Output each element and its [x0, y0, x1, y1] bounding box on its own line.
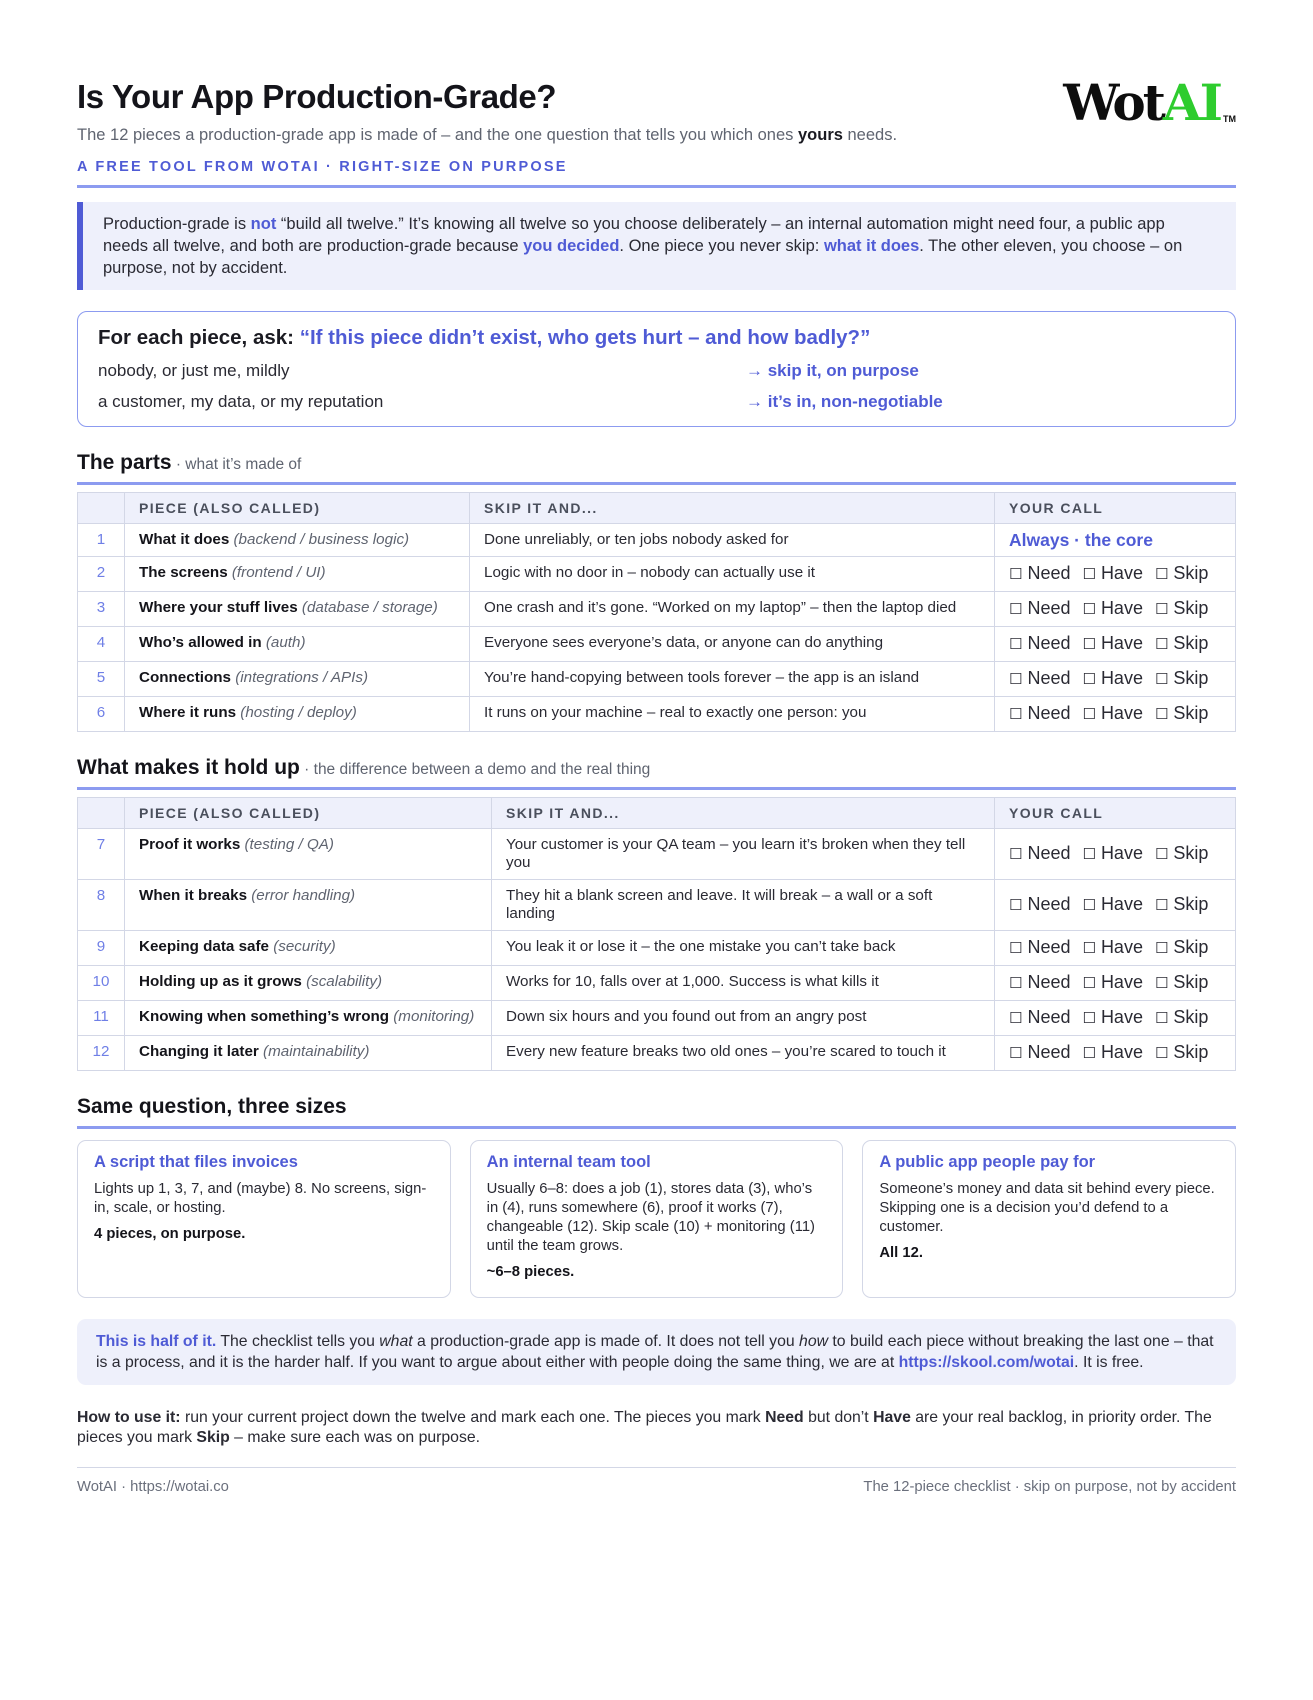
piece-alias: (backend / business logic)	[229, 531, 410, 548]
header-num	[78, 493, 125, 524]
question-verdict: → skip it, on purpose	[746, 361, 919, 380]
piece-cell	[125, 966, 492, 1001]
need-checkbox[interactable]	[1009, 1007, 1070, 1027]
need-checkbox[interactable]	[1009, 1042, 1070, 1062]
always-core-label: Always · the core	[1009, 530, 1153, 550]
table-header-row	[78, 493, 1236, 524]
need-checkbox[interactable]	[1009, 937, 1070, 957]
parts-title: The parts	[77, 451, 172, 474]
hold-divider	[77, 787, 1236, 790]
piece-alias: (hosting / deploy)	[236, 704, 357, 721]
hold-table	[77, 797, 1236, 1071]
piece-name: The screens	[139, 564, 228, 581]
howto-skip: Skip	[196, 1428, 230, 1446]
need-checkbox[interactable]	[1009, 703, 1070, 723]
half-how: how	[799, 1333, 829, 1350]
have-checkbox[interactable]	[1082, 1042, 1142, 1062]
piece-name: What it does	[139, 531, 230, 548]
have-label: Have	[1100, 1007, 1143, 1027]
have-label: Have	[1100, 598, 1143, 618]
checkbox-icon: ☐	[1009, 1010, 1023, 1027]
skip-consequence: It runs on your machine – real to exactly one person: you	[470, 697, 995, 732]
parts-heading	[77, 451, 1236, 475]
howto-text: are your real backlog, in priority order. The pieces you mark	[77, 1409, 1212, 1446]
card-body: Someone’s money and data sit behind every piece. Skipping one is a decision you’d defend to a customer.	[879, 1181, 1215, 1235]
need-label: Need	[1027, 937, 1071, 957]
card-body: Usually 6–8: does a job (1), stores data (3), who’s in (4), runs somewhere (6), proof it works (7), changeable (12). Skip scale (10) + monitoring (11) until the team grows.	[486, 1181, 815, 1254]
half-text: to build each piece without breaking the last one – that is a process, and it is the harder half. If you want to argue about either with people doing the same thing, we are at	[96, 1333, 1214, 1371]
need-label: Need	[1027, 972, 1071, 992]
piece-cell	[125, 1001, 492, 1036]
have-label: Have	[1100, 633, 1143, 653]
have-label: Have	[1100, 894, 1143, 914]
piece-name: Connections	[139, 669, 231, 686]
piece-number: 11	[78, 1001, 125, 1036]
skip-label: Skip	[1173, 1007, 1209, 1027]
header-piece: PIECE (ALSO CALLED)	[125, 493, 470, 524]
skip-checkbox[interactable]	[1155, 633, 1208, 653]
need-checkbox[interactable]	[1009, 894, 1070, 914]
intro-text-2: “build all twelve.” It’s knowing all twelve so you choose deliberately – an internal automation might need four, a public app needs all twelve, and both are production-grade because	[103, 215, 1165, 255]
have-label: Have	[1100, 937, 1143, 957]
intro-text-1: Production-grade is	[103, 215, 251, 233]
your-call-cell	[995, 966, 1236, 1001]
piece-number: 3	[78, 592, 125, 627]
footer-left: WotAI · https://wotai.co	[77, 1479, 229, 1495]
have-label: Have	[1100, 972, 1143, 992]
checkbox-icon: ☐	[1009, 706, 1023, 723]
your-call-cell	[995, 1036, 1236, 1071]
piece-cell	[125, 662, 470, 697]
piece-name: Proof it works	[139, 836, 241, 853]
skip-label: Skip	[1173, 598, 1209, 618]
intro-text-4: . The other eleven, you choose – on purpose, not by accident.	[103, 237, 1183, 277]
need-checkbox[interactable]	[1009, 563, 1070, 583]
piece-cell	[125, 524, 470, 557]
piece-cell	[125, 627, 470, 662]
howto-need: Need	[765, 1409, 804, 1426]
checkbox-icon: ☐	[1154, 1010, 1169, 1027]
piece-cell	[125, 557, 470, 592]
skip-label: Skip	[1173, 703, 1209, 723]
skip-label: Skip	[1173, 668, 1209, 688]
table-header-row	[78, 798, 1236, 829]
piece-number: 8	[78, 880, 125, 931]
need-checkbox[interactable]	[1009, 843, 1070, 863]
have-checkbox[interactable]	[1082, 937, 1142, 957]
parts-divider	[77, 482, 1236, 485]
skip-checkbox[interactable]	[1155, 1042, 1208, 1062]
header-piece: PIECE (ALSO CALLED)	[125, 798, 492, 829]
sizes-title: Same question, three sizes	[77, 1095, 347, 1118]
need-label: Need	[1027, 563, 1071, 583]
intro-emphasis-1: not	[250, 215, 277, 233]
skip-label: Skip	[1173, 972, 1209, 992]
footer-divider	[77, 1467, 1236, 1468]
subtitle-emphasis: yours	[797, 126, 843, 144]
have-label: Have	[1100, 843, 1143, 863]
hold-heading	[77, 756, 1236, 780]
subtitle-text: The 12 pieces a production-grade app is made of – and the one question that tells you which ones	[77, 126, 798, 144]
need-label: Need	[1027, 668, 1071, 688]
checkbox-icon: ☐	[1082, 975, 1096, 992]
skip-consequence: Every new feature breaks two old ones – you’re scared to touch it	[492, 1036, 995, 1071]
checkbox-icon: ☐	[1009, 601, 1023, 618]
hold-subtitle: · the difference between a demo and the real thing	[299, 761, 651, 778]
card-result: ~6–8 pieces.	[486, 1264, 575, 1280]
skip-consequence: Logic with no door in – nobody can actually use it	[470, 557, 995, 592]
table-row	[78, 524, 1236, 557]
howto-text: run your current project down the twelve and mark each one. The pieces you mark	[180, 1409, 766, 1426]
piece-cell	[125, 1036, 492, 1071]
checkbox-icon: ☐	[1009, 897, 1023, 914]
logo-ai: AI	[1162, 73, 1221, 132]
question-lead: For each piece, ask:	[98, 326, 300, 349]
have-label: Have	[1100, 1042, 1143, 1062]
have-label: Have	[1100, 703, 1143, 723]
checkbox-icon: ☐	[1154, 706, 1169, 723]
piece-number: 2	[78, 557, 125, 592]
question-quote: “If this piece didn’t exist, who gets hurt – and how badly?”	[299, 326, 871, 349]
hold-title: What makes it hold up	[77, 756, 300, 779]
skip-checkbox[interactable]	[1155, 598, 1208, 618]
piece-cell	[125, 931, 492, 966]
header-skip: SKIP IT AND...	[492, 798, 995, 829]
skip-checkbox[interactable]	[1155, 894, 1208, 914]
table-row	[78, 697, 1236, 732]
checkbox-icon: ☐	[1082, 706, 1096, 723]
have-label: Have	[1100, 668, 1143, 688]
half-text: . It is free.	[1074, 1354, 1144, 1371]
subtitle-text-end: needs.	[842, 126, 898, 144]
header-divider	[77, 185, 1236, 188]
checkbox-icon: ☐	[1154, 601, 1169, 618]
size-card-script	[77, 1140, 451, 1298]
intro-callout	[77, 202, 1236, 290]
table-row	[78, 880, 1236, 931]
your-call-cell	[995, 697, 1236, 732]
skip-checkbox[interactable]	[1155, 668, 1208, 688]
your-call-cell	[995, 1001, 1236, 1036]
your-call-cell	[995, 829, 1236, 880]
sizes-divider	[77, 1126, 1236, 1129]
page-title: Is Your App Production-Grade?	[77, 78, 557, 115]
skip-consequence: Everyone sees everyone’s data, or anyone can do anything	[470, 627, 995, 662]
need-label: Need	[1027, 598, 1071, 618]
have-checkbox[interactable]	[1082, 563, 1142, 583]
piece-cell	[125, 697, 470, 732]
table-row	[78, 1036, 1236, 1071]
piece-number: 5	[78, 662, 125, 697]
checkbox-icon: ☐	[1009, 846, 1023, 863]
card-title: An internal team tool	[486, 1153, 651, 1171]
intro-text-3: . One piece you never skip:	[619, 237, 824, 255]
skip-label: Skip	[1173, 894, 1209, 914]
card-title: A script that files invoices	[94, 1153, 298, 1171]
table-row	[78, 931, 1236, 966]
piece-alias: (database / storage)	[297, 599, 438, 616]
parts-table	[77, 492, 1236, 732]
piece-alias: (scalability)	[301, 973, 383, 990]
intro-emphasis-3: what it does	[823, 237, 920, 255]
piece-alias: (monitoring)	[389, 1008, 475, 1025]
have-checkbox[interactable]	[1082, 598, 1142, 618]
half-note	[77, 1319, 1236, 1385]
piece-name: Knowing when something’s wrong	[139, 1008, 390, 1025]
kicker: A FREE TOOL FROM WOTAI · RIGHT-SIZE ON PURPOSE	[77, 159, 568, 175]
skip-checkbox[interactable]	[1155, 843, 1208, 863]
piece-alias: (error handling)	[247, 887, 356, 904]
skip-checkbox[interactable]	[1155, 1007, 1208, 1027]
piece-alias: (testing / QA)	[240, 836, 334, 853]
checkbox-icon: ☐	[1154, 1045, 1169, 1062]
skip-label: Skip	[1173, 937, 1209, 957]
howto-text: – make sure each was on purpose.	[229, 1428, 481, 1446]
table-row	[78, 557, 1236, 592]
howto-text: but don’t	[803, 1409, 874, 1426]
size-card-public	[862, 1140, 1236, 1298]
piece-number: 7	[78, 829, 125, 880]
need-checkbox[interactable]	[1009, 633, 1070, 653]
need-label: Need	[1027, 1007, 1071, 1027]
piece-alias: (integrations / APIs)	[230, 669, 369, 686]
piece-number: 1	[78, 524, 125, 557]
checkbox-icon: ☐	[1082, 636, 1096, 653]
checkbox-icon: ☐	[1082, 566, 1096, 583]
need-checkbox[interactable]	[1009, 668, 1070, 688]
skip-label: Skip	[1173, 563, 1209, 583]
question-case: a customer, my data, or my reputation	[98, 392, 384, 411]
checkbox-icon: ☐	[1082, 846, 1096, 863]
skip-label: Skip	[1173, 1042, 1209, 1062]
checkbox-icon: ☐	[1009, 671, 1023, 688]
your-call-cell	[995, 627, 1236, 662]
your-call-cell	[995, 880, 1236, 931]
piece-cell	[125, 592, 470, 627]
need-label: Need	[1027, 894, 1071, 914]
table-row	[78, 966, 1236, 1001]
checkbox-icon: ☐	[1154, 940, 1169, 957]
how-to-use	[77, 1408, 1236, 1447]
checkbox-icon: ☐	[1082, 601, 1096, 618]
checkbox-icon: ☐	[1082, 671, 1096, 688]
need-label: Need	[1027, 843, 1071, 863]
table-row	[78, 627, 1236, 662]
skip-consequence: Your customer is your QA team – you learn it’s broken when they tell you	[492, 829, 995, 880]
checkbox-icon: ☐	[1082, 1010, 1096, 1027]
skip-checkbox[interactable]	[1155, 563, 1208, 583]
header	[77, 0, 1236, 175]
checkbox-icon: ☐	[1082, 940, 1096, 957]
have-checkbox[interactable]	[1082, 633, 1142, 653]
need-label: Need	[1027, 703, 1071, 723]
checkbox-icon: ☐	[1009, 566, 1023, 583]
piece-name: Changing it later	[139, 1043, 259, 1060]
piece-cell	[125, 829, 492, 880]
piece-alias: (security)	[268, 938, 336, 955]
checkbox-icon: ☐	[1009, 940, 1023, 957]
skip-consequence: One crash and it’s gone. “Worked on my laptop” – then the laptop died	[470, 592, 995, 627]
skip-consequence: You’re hand-copying between tools forever – the app is an island	[470, 662, 995, 697]
checkbox-icon: ☐	[1154, 975, 1169, 992]
your-call-cell	[995, 931, 1236, 966]
skip-consequence: Works for 10, falls over at 1,000. Success is what kills it	[492, 966, 995, 1001]
skip-checkbox[interactable]	[1155, 972, 1208, 992]
need-label: Need	[1027, 1042, 1071, 1062]
footer	[77, 1479, 1236, 1495]
piece-number: 12	[78, 1036, 125, 1071]
have-checkbox[interactable]	[1082, 972, 1142, 992]
piece-number: 10	[78, 966, 125, 1001]
have-checkbox[interactable]	[1082, 843, 1142, 863]
howto-have: Have	[873, 1409, 911, 1426]
need-checkbox[interactable]	[1009, 598, 1070, 618]
header-skip: SKIP IT AND...	[470, 493, 995, 524]
have-checkbox[interactable]	[1082, 894, 1142, 914]
half-text: The checklist tells you	[216, 1333, 380, 1350]
skip-consequence: Down six hours and you found out from an angry post	[492, 1001, 995, 1036]
skip-label: Skip	[1173, 633, 1209, 653]
question-heading	[98, 326, 1215, 350]
intro-emphasis-2: you decided	[523, 237, 620, 255]
checkbox-icon: ☐	[1082, 1045, 1096, 1062]
checkbox-icon: ☐	[1154, 636, 1169, 653]
card-title: A public app people pay for	[879, 1153, 1096, 1171]
have-checkbox[interactable]	[1082, 668, 1142, 688]
skip-checkbox[interactable]	[1155, 937, 1208, 957]
table-row	[78, 592, 1236, 627]
piece-name: Where it runs	[139, 704, 237, 721]
have-checkbox[interactable]	[1082, 703, 1142, 723]
piece-alias: (maintainability)	[258, 1043, 370, 1060]
have-checkbox[interactable]	[1082, 1007, 1142, 1027]
piece-name: Where your stuff lives	[139, 599, 298, 616]
piece-number: 9	[78, 931, 125, 966]
question-box	[77, 311, 1236, 427]
card-result: 4 pieces, on purpose.	[94, 1226, 246, 1242]
logo-wot: Wot	[1063, 73, 1163, 132]
half-text: a production-grade app is made of. It does not tell you	[412, 1333, 800, 1350]
piece-name: When it breaks	[139, 887, 248, 904]
piece-number: 4	[78, 627, 125, 662]
checkbox-icon: ☐	[1009, 636, 1023, 653]
checkbox-icon: ☐	[1154, 671, 1169, 688]
question-verdict: → it’s in, non-negotiable	[746, 392, 943, 411]
piece-number: 6	[78, 697, 125, 732]
skip-consequence: They hit a blank screen and leave. It will break – a wall or a soft landing	[492, 880, 995, 931]
have-label: Have	[1100, 563, 1143, 583]
piece-cell	[125, 880, 492, 931]
wotai-logo	[1063, 73, 1236, 132]
sizes-section	[77, 1095, 1236, 1298]
hold-section	[77, 756, 1236, 1071]
question-row	[98, 361, 1215, 381]
piece-alias: (auth)	[261, 634, 306, 651]
your-call-cell	[995, 557, 1236, 592]
size-card-internal	[470, 1140, 844, 1298]
piece-name: Keeping data safe	[139, 938, 269, 955]
piece-alias: (frontend / UI)	[227, 564, 326, 581]
logo-tm: TM	[1223, 114, 1236, 124]
header-num	[78, 798, 125, 829]
your-call-cell	[995, 524, 1236, 557]
parts-section	[77, 451, 1236, 732]
need-checkbox[interactable]	[1009, 972, 1070, 992]
half-lead: This is half of it.	[96, 1333, 217, 1350]
card-body: Lights up 1, 3, 7, and (maybe) 8. No screens, sign-in, scale, or hosting.	[94, 1181, 427, 1216]
piece-name: Who’s allowed in	[139, 634, 262, 651]
your-call-cell	[995, 592, 1236, 627]
checkbox-icon: ☐	[1154, 566, 1169, 583]
checkbox-icon: ☐	[1154, 846, 1169, 863]
table-row	[78, 1001, 1236, 1036]
size-cards	[77, 1140, 1236, 1298]
header-call: YOUR CALL	[995, 493, 1236, 524]
checkbox-icon: ☐	[1009, 975, 1023, 992]
question-case: nobody, or just me, mildly	[98, 361, 290, 380]
footer-right: The 12-piece checklist · skip on purpose, not by accident	[863, 1479, 1236, 1495]
checkbox-icon: ☐	[1154, 897, 1169, 914]
skool-link[interactable]: https://skool.com/wotai	[898, 1354, 1075, 1371]
checkbox-icon: ☐	[1082, 897, 1096, 914]
card-result: All 12.	[879, 1245, 923, 1261]
table-row	[78, 662, 1236, 697]
skip-label: Skip	[1173, 843, 1209, 863]
checkbox-icon: ☐	[1009, 1045, 1023, 1062]
table-row	[78, 829, 1236, 880]
parts-subtitle: · what it’s made of	[171, 456, 302, 473]
piece-name: Holding up as it grows	[139, 973, 302, 990]
need-label: Need	[1027, 633, 1071, 653]
skip-consequence: Done unreliably, or ten jobs nobody asked for	[470, 524, 995, 557]
skip-checkbox[interactable]	[1155, 703, 1208, 723]
your-call-cell	[995, 662, 1236, 697]
skip-consequence: You leak it or lose it – the one mistake you can’t take back	[492, 931, 995, 966]
question-row	[98, 392, 1215, 412]
half-what: what	[379, 1333, 413, 1350]
header-call: YOUR CALL	[995, 798, 1236, 829]
howto-lead: How to use it:	[77, 1409, 181, 1426]
